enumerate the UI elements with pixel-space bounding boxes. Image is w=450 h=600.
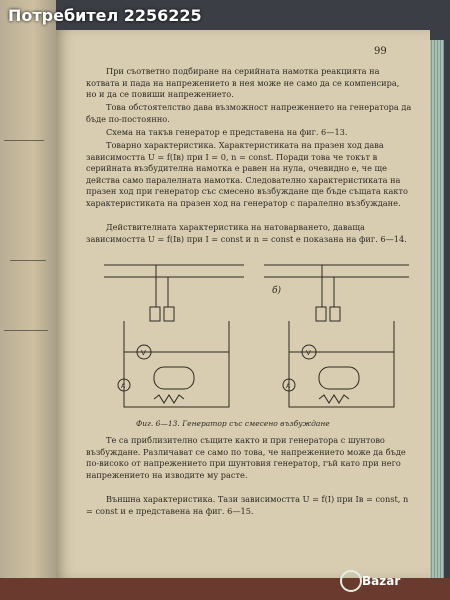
circuit-diagram: [84, 257, 414, 417]
paragraph-text: Товарно характеристика. Характеристиката на празен ход дава зависимостта U = f(Iв) при I = 0, n = const. Поради това че токът в серийната възбудителна намотка е равен на нула, очевидно е, че ще действа само паралелната намотка. Следователно характеристиката на празен ход при генератор със смесено възбуждане ще бъде същата както характеристиката на празен ход на генератор с паралелно възбуждане.: [86, 140, 408, 208]
prev-page-line: [10, 260, 46, 261]
paragraph-text: Схема на такъв генератор е представена на фиг. 6—13.: [106, 127, 348, 137]
page-number: 99: [374, 46, 387, 57]
figure-caption: Фиг. 6—13. Генератор със смесено възбуждане: [136, 419, 330, 428]
paragraph-7: [86, 494, 412, 517]
paragraph-text: Те са приблизително същите както и при генератора с шунтово възбуждане. Различават се само по това, че напрежението може да бъде по-високо от напрежението при шунтовия генератор, гъй като при него напрежението на изводите му расте.: [86, 435, 406, 480]
ammeter-label: A: [286, 383, 291, 390]
user-watermark: Потребител 2256225: [8, 6, 202, 25]
figure-label-b: б): [272, 286, 282, 296]
prev-page-line: [4, 140, 44, 141]
bazar-logo: Bazar: [362, 574, 401, 588]
paragraph-2: [86, 102, 412, 125]
paragraph-text: Това обстоятелство дава възможност напрежението на генератора да бъде по-постоянно.: [86, 102, 412, 124]
bazar-logo-icon: [340, 570, 362, 592]
paragraph-5: [86, 222, 412, 245]
book-page: [56, 30, 430, 578]
paragraph-text: Външна характеристика. Тази зависимостта U = f(I) при Iв = const, n = const и е представена на фиг. 6—15.: [86, 494, 409, 516]
voltmeter-label: V: [141, 349, 146, 357]
prev-page-line: [4, 330, 48, 331]
paragraph-text: Действителната характеристика на натоварването, даваща зависимостта U = f(Iв) при I = const и n = const е показана на фиг. 6—14.: [86, 222, 407, 244]
previous-page: [0, 0, 56, 600]
paragraph-1: [86, 66, 412, 101]
paragraph-text: При съответно подбиране на серийната намотка реакцията на котвата и пада на напрежението в нея може не само да се компенсира, но и да се повиши напрежението.: [86, 66, 400, 99]
paragraph-3: [86, 127, 412, 139]
ammeter-label: A: [121, 383, 126, 390]
voltmeter-label: V: [306, 349, 311, 357]
paragraph-6: [86, 435, 412, 481]
paragraph-4: [86, 140, 412, 209]
